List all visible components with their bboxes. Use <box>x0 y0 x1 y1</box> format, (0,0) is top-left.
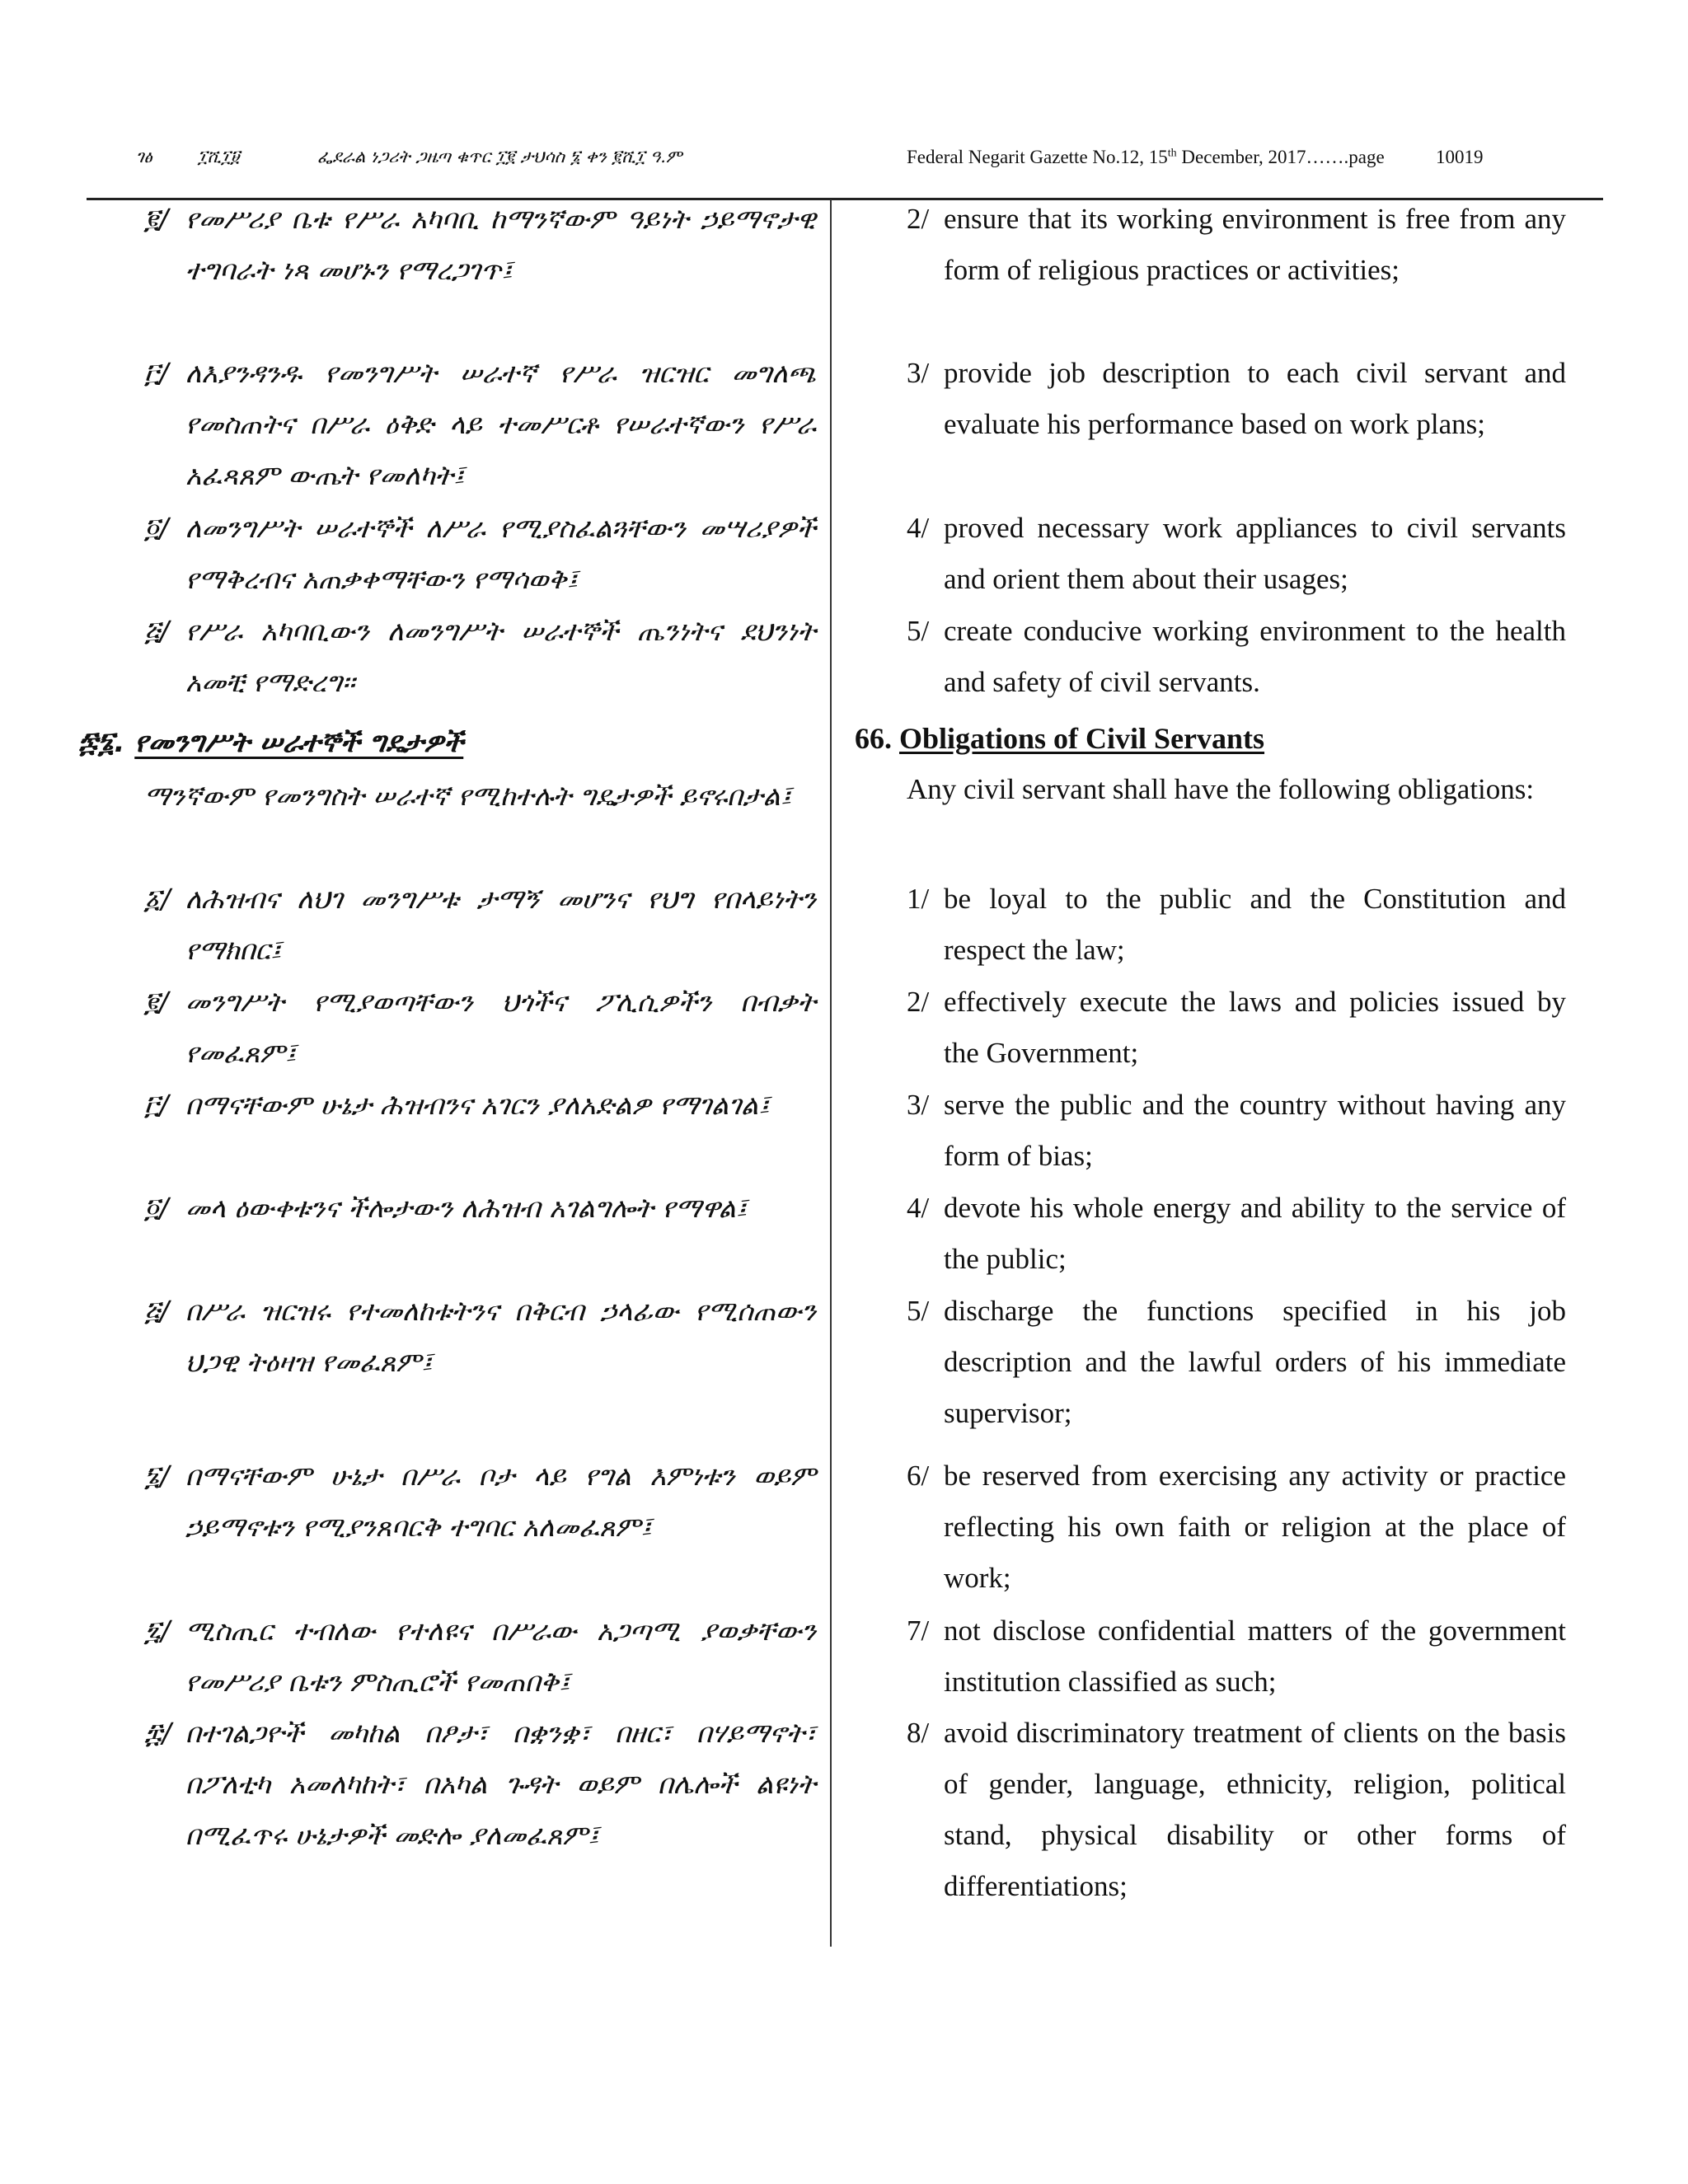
am-list-item: ፯/ ሚስጢር ተብለው የተለዩና በሥራው አጋጣሚ ያወቃቸውን የመሥሪያ ቤቱን ምስጢሮች የመጠበቅ፤ <box>144 1615 816 1698</box>
am-list-item: ፩/ ለሕዝብና ለህገ መንግሥቱ ታማኝ መሆንና የህግ የበላይነትን የማክበር፤ <box>144 883 816 966</box>
en-list-item: 4/ proved necessary work appliances to civil servants and orient them about their usages; <box>907 512 1566 595</box>
am-list-item: ፭/ የሥራ አካባቢውን ለመንግሥት ሠራተኞች ጤንነትና ደህንነት አመቺ የማድረግ፡፡ <box>144 615 816 698</box>
am-list-item: ፪/ መንግሥት የሚያወጣቸውን ህጎችና ፖሊሲዎችን በብቃት የመፈጸም፤ <box>144 986 816 1069</box>
en-list-item: 2/ ensure that its working environment is free from any form of religious practices or activities; <box>907 203 1566 286</box>
am-section-heading: ፷፮. የመንግሥት ሠራተኞች ግዴታዎች <box>78 726 464 759</box>
en-list-item: 1/ be loyal to the public and the Constitution and respect the law; <box>907 883 1566 966</box>
header-am-gazette-title: ፌደራል ነጋሪት ጋዜጣ ቁጥር ፲፪ ታህሳስ ፮ ቀን ፪ሺ፲ ዓ.ም <box>317 147 682 166</box>
am-list-item: ፬/ ለመንግሥት ሠራተኞች ለሥራ የሚያስፈልጓቸውን መሣሪያዎች የማቅረብና አጠቃቀማቸውን የማሳወቅ፤ <box>144 512 816 595</box>
en-list-item: 6/ be reserved from exercising any activity or practice reflecting his own faith or religion at the place of work; <box>907 1460 1566 1594</box>
header-en-gazette-title: Federal Negarit Gazette No.12, 15th December, 2017…….page <box>907 147 1385 167</box>
header-am-page-label: ገፅ <box>136 147 152 166</box>
am-list-item: ፫/ በማናቸውም ሁኔታ ሕዝብንና አገርን ያለአድልዎ የማገልገል፤ <box>144 1089 770 1121</box>
en-list-item: 4/ devote his whole energy and ability to the service of the public; <box>907 1192 1566 1275</box>
en-list-item: 7/ not disclose confidential matters of the government institution classified as such; <box>907 1615 1566 1698</box>
en-list-item: 5/ create conducive working environment to the health and safety of civil servants. <box>907 615 1566 698</box>
am-list-item: ፰/ በተገልጋዮች መካከል በፆታ፣ በቋንቋ፣ በዘር፣ በሃይማኖት፣ በፖለቲካ አመለካከት፣ በአካል ጉዳት ወይም በሌሎች ልዩነት በሚፈጥሩ ሁኔታዎች መድሎ ያለመፈጸም፤ <box>144 1717 816 1851</box>
header-en-page-number: 10019 <box>1436 147 1484 167</box>
am-list-item: ፭/ በሥራ ዝርዝሩ የተመለከቱትንና በቅርብ ኃላፊው የሚሰጠውን ህጋዊ ትዕዛዝ የመፈጸም፤ <box>144 1295 816 1378</box>
am-list-item: ፪/ የመሥሪያ ቤቱ የሥራ አካባቢ ከማንኛውም ዓይነት ኃይማኖታዊ ተግባራት ነጻ መሆኑን የማረጋገጥ፤ <box>144 203 816 286</box>
page-header <box>0 147 1688 180</box>
header-am-page-number: ፲ሺ፲፱ <box>198 147 240 166</box>
en-list-item: 3/ serve the public and the country without having any form of bias; <box>907 1089 1566 1172</box>
column-divider <box>830 199 832 1947</box>
am-list-item: ፬/ መላ ዕውቀቱንና ችሎታውን ለሕዝብ አገልግሎት የማዋል፤ <box>144 1192 748 1224</box>
am-list-item: ፫/ ለእያንዳንዱ የመንግሥት ሠራተኛ የሥራ ዝርዝር መግለጫ የመስጠትና በሥራ ዕቅድ ላይ ተመሥርቶ የሠራተኛውን የሥራ አፈጻጸም ውጤት የመለካት፤ <box>144 357 816 491</box>
en-list-item: 5/ discharge the functions specified in his job description and the lawful orders of his immediate supervisor; <box>907 1295 1566 1429</box>
en-list-item: 8/ avoid discriminatory treatment of clients on the basis of gender, language, ethnicity, religion, political stand, physical disability or other forms of differentiations; <box>907 1717 1566 1902</box>
en-list-item: 3/ provide job description to each civil servant and evaluate his performance based on work plans; <box>907 357 1566 440</box>
en-section-heading: 66. Obligations of Civil Servants <box>855 722 1265 755</box>
en-section-intro: Any civil servant shall have the following obligations: <box>907 773 1535 805</box>
en-list-item: 2/ effectively execute the laws and policies issued by the Government; <box>907 986 1566 1069</box>
am-section-intro: ማንኛውም የመንግስት ሠራተኛ የሚከተሉት ግዴታዎች ይኖሩበታል፤ <box>144 780 792 812</box>
am-list-item: ፮/ በማናቸውም ሁኔታ በሥራ ቦታ ላይ የግል እምነቱን ወይም ኃይማኖቱን የሚያንጸባርቅ ተግባር አለመፈጸም፤ <box>144 1460 816 1543</box>
